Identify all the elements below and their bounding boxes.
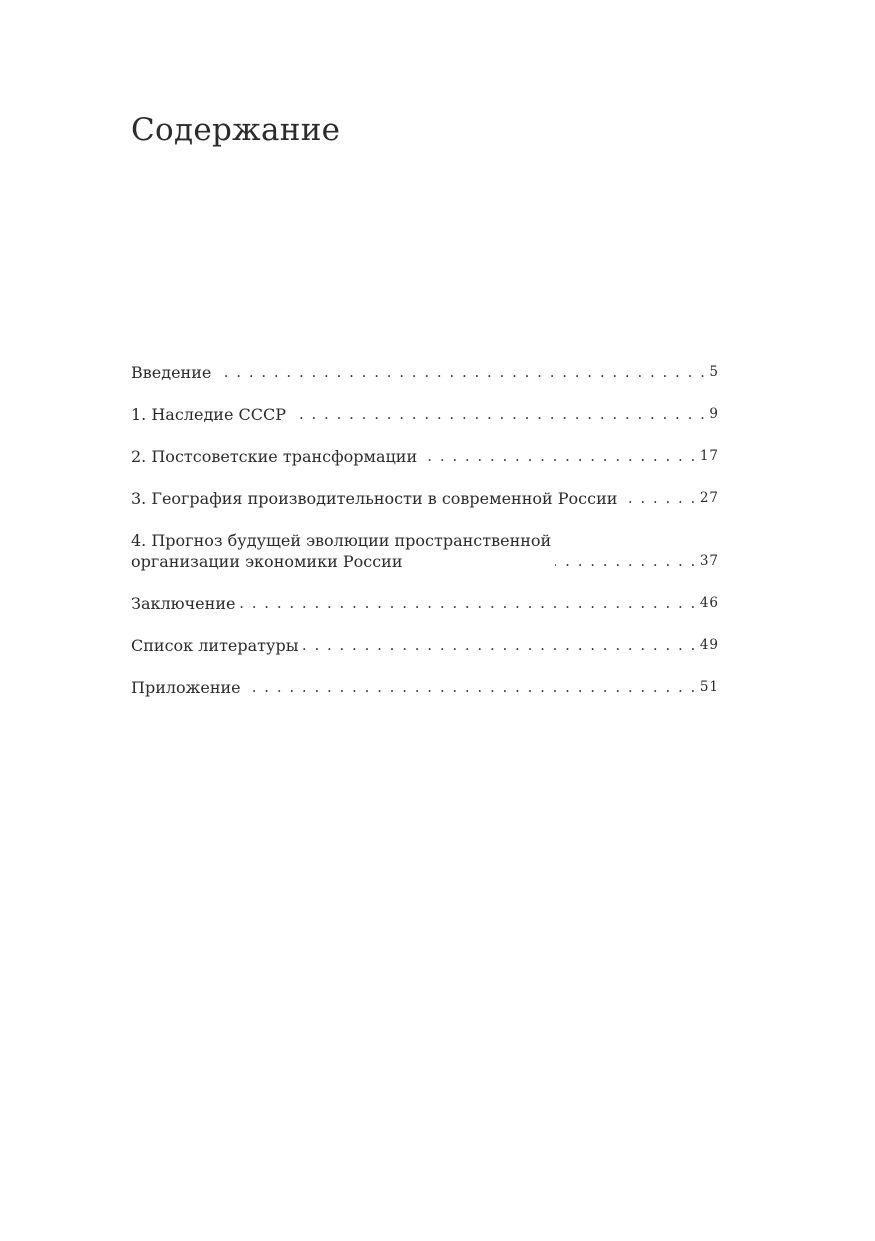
dot-leader	[555, 551, 697, 572]
dot-leader	[621, 488, 696, 509]
dot-leader	[290, 404, 706, 425]
toc-entry-chapter-3[interactable]	[131, 488, 719, 509]
toc-entry-chapter-1[interactable]	[131, 404, 719, 425]
toc-page-number: 49	[699, 637, 719, 653]
toc-entry-chapter-2[interactable]	[131, 446, 719, 467]
toc-entry-title: 2. Постсоветские трансформации	[131, 447, 418, 466]
toc-entry-title: 1. Наследие СССР	[131, 405, 286, 424]
dot-leader	[302, 635, 696, 656]
toc-entry-title: 3. География производительности в современной России	[131, 489, 618, 508]
toc-entry-conclusion[interactable]	[131, 593, 719, 614]
table-of-contents	[131, 362, 719, 719]
dot-leader	[421, 446, 697, 467]
dot-leader	[239, 593, 696, 614]
dot-leader	[245, 677, 697, 698]
toc-entry-title: Введение	[131, 363, 212, 382]
dot-leader	[215, 362, 706, 383]
toc-page-number: 27	[699, 490, 719, 506]
page-title: Содержание	[131, 112, 341, 148]
toc-entry-introduction[interactable]	[131, 362, 719, 383]
toc-entry-title: Список литературы	[131, 636, 299, 655]
toc-page-number: 9	[709, 406, 719, 422]
toc-entry-title: 4. Прогноз будущей эволюции пространственной организации экономики России	[131, 531, 552, 571]
toc-entry-appendix[interactable]	[131, 677, 719, 698]
toc-page-number: 5	[709, 364, 719, 380]
toc-entry-chapter-4[interactable]	[131, 530, 719, 572]
toc-entry-title: Заключение	[131, 594, 236, 613]
toc-page-number: 46	[699, 595, 719, 611]
toc-page-number: 17	[699, 448, 719, 464]
toc-page-number: 51	[699, 679, 719, 695]
toc-entry-references[interactable]	[131, 635, 719, 656]
toc-page-number: 37	[699, 553, 719, 569]
toc-entry-title: Приложение	[131, 678, 241, 697]
